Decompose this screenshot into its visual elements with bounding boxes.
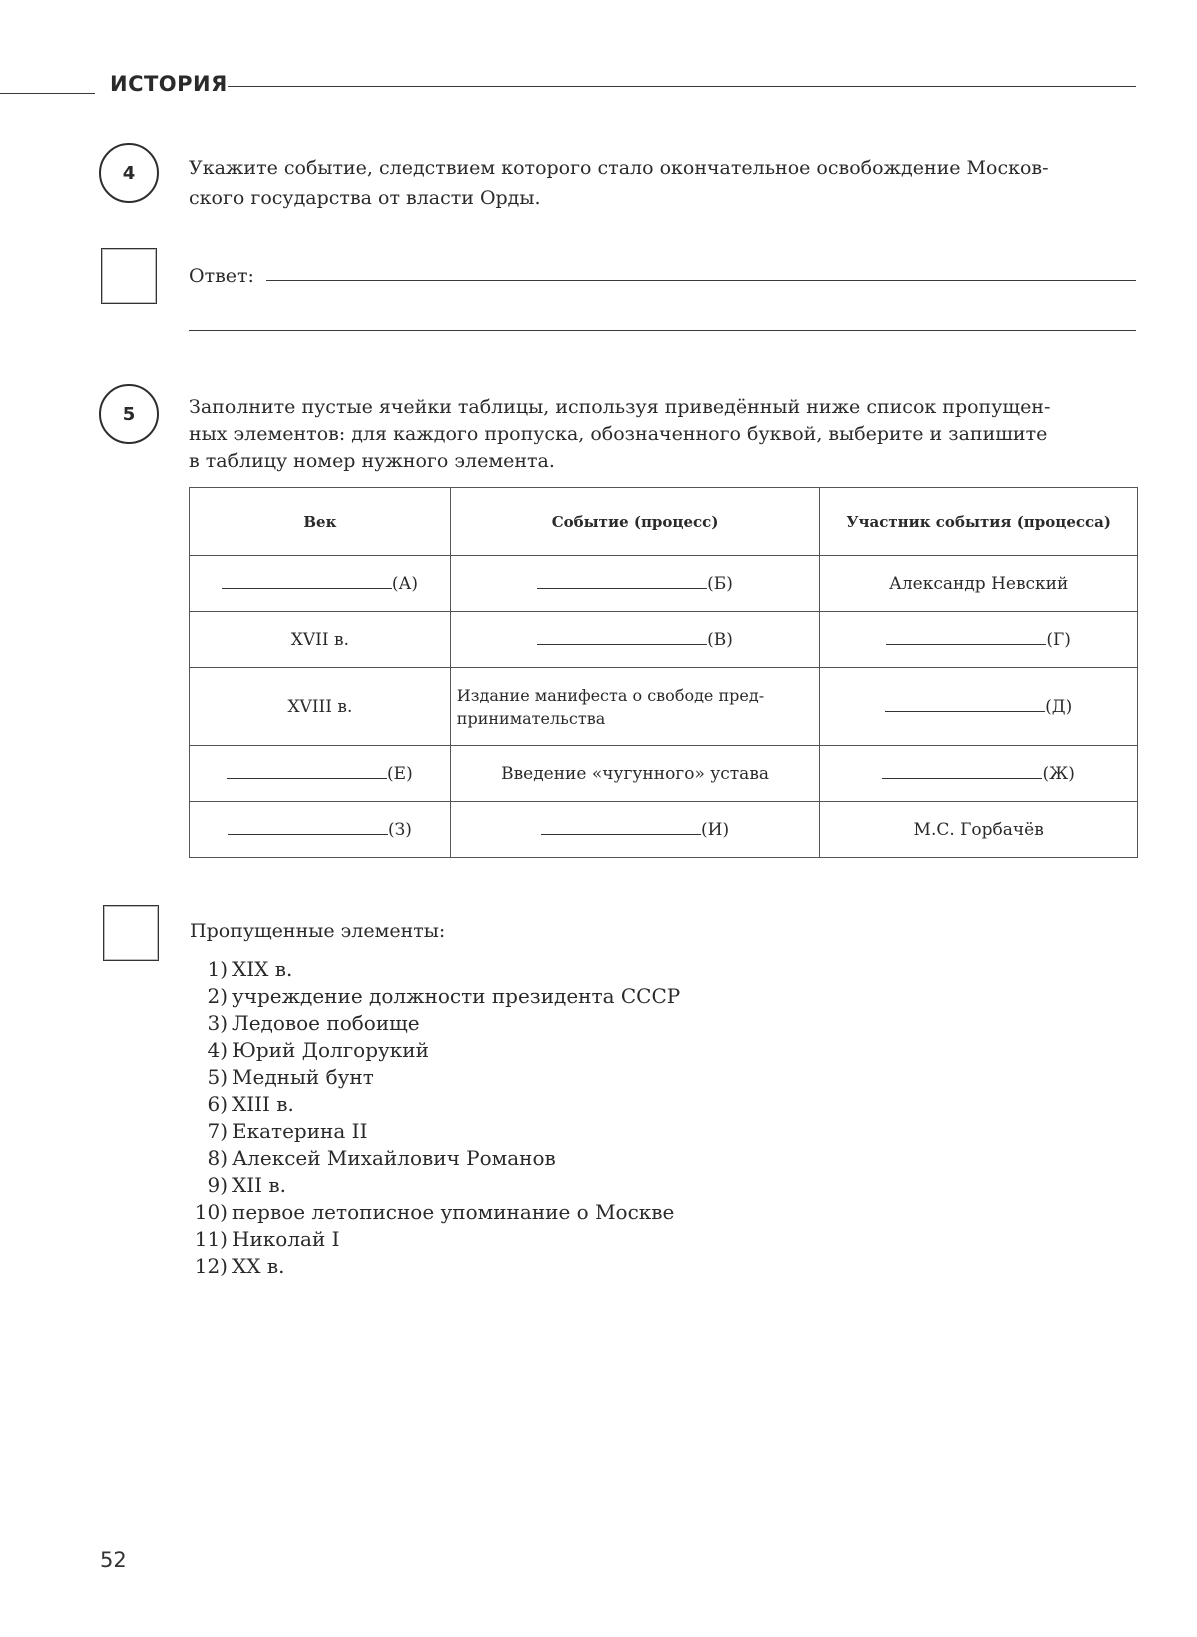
- header-rule-left: [0, 93, 95, 94]
- missing-elements-title: Пропущенные элементы:: [190, 920, 446, 942]
- table-cell-blank[interactable]: (Г): [820, 612, 1138, 668]
- table-cell-blank[interactable]: (З): [190, 802, 451, 858]
- table-row: [190, 556, 1138, 612]
- table-cell-blank[interactable]: (В): [450, 612, 820, 668]
- list-item: 9) XII в.: [207, 1173, 287, 1197]
- question-5-score-box[interactable]: [103, 905, 159, 961]
- table-cell: XVIII в.: [190, 668, 451, 746]
- table-cell-blank[interactable]: (А): [190, 556, 451, 612]
- answer-label: Ответ:: [189, 265, 254, 287]
- question-5-number: 5: [99, 384, 159, 444]
- table-row: [190, 746, 1138, 802]
- answer-line-2[interactable]: [189, 330, 1136, 331]
- list-item: 3) Ледовое побоище: [207, 1011, 420, 1035]
- missing-elements-list: [190, 956, 680, 1280]
- table-header-century: Век: [190, 488, 451, 556]
- table-cell-blank[interactable]: (Ж): [820, 746, 1138, 802]
- table-cell-line-1: Издание манифеста о свободе пред-: [456, 685, 765, 705]
- question-5-text: [189, 394, 1050, 475]
- list-item: 7) Екатерина II: [207, 1119, 368, 1143]
- question-4-line-2: ского государства от власти Орды.: [189, 187, 541, 209]
- table-cell: XVII в.: [190, 612, 451, 668]
- list-item: 5) Медный бунт: [207, 1065, 374, 1089]
- table-cell-blank[interactable]: (Д): [820, 668, 1138, 746]
- table-cell-line-2: принимательства: [456, 708, 606, 728]
- fill-in-table: [189, 487, 1138, 858]
- table-row: [190, 802, 1138, 858]
- list-item: 2) учреждение должности президента СССР: [207, 984, 681, 1008]
- list-item: 11) Николай I: [194, 1227, 340, 1251]
- list-item: 10) первое летописное упоминание о Москве: [194, 1200, 675, 1224]
- table-cell: Александр Невский: [820, 556, 1138, 612]
- table-cell: Введение «чугунного» устава: [450, 746, 820, 802]
- list-item: 1) XIX в.: [207, 957, 293, 981]
- question-4-score-box[interactable]: [101, 248, 157, 304]
- table-row: [190, 668, 1138, 746]
- table-row: [190, 612, 1138, 668]
- table-cell: М.С. Горбачёв: [820, 802, 1138, 858]
- list-item: 12) XX в.: [194, 1254, 285, 1278]
- question-5-line-1: Заполните пустые ячейки таблицы, используя приведённый ниже список пропущен-: [189, 396, 1051, 418]
- table-cell-blank[interactable]: (Е): [190, 746, 451, 802]
- answer-line-1[interactable]: [266, 280, 1136, 281]
- page-number: 52: [100, 1548, 127, 1572]
- question-5-line-3: в таблицу номер нужного элемента.: [189, 450, 555, 472]
- list-item: 8) Алексей Михайлович Романов: [207, 1146, 556, 1170]
- question-4-line-1: Укажите событие, следствием которого стало окончательное освобождение Москов-: [189, 157, 1049, 179]
- table-header-participant: Участник события (процесса): [820, 488, 1138, 556]
- list-item: 4) Юрий Долгорукий: [207, 1038, 429, 1062]
- question-5-line-2: ных элементов: для каждого пропуска, обозначенного буквой, выберите и запишите: [189, 423, 1048, 445]
- table-cell: [450, 668, 820, 746]
- section-title: ИСТОРИЯ: [110, 72, 228, 96]
- question-4-number: 4: [99, 143, 159, 203]
- table-cell-blank[interactable]: (И): [450, 802, 820, 858]
- header-rule-right: [228, 86, 1136, 87]
- question-4-text: [189, 153, 1049, 213]
- table-cell-blank[interactable]: (Б): [450, 556, 820, 612]
- table-header-event: Событие (процесс): [450, 488, 820, 556]
- list-item: 6) XIII в.: [207, 1092, 294, 1116]
